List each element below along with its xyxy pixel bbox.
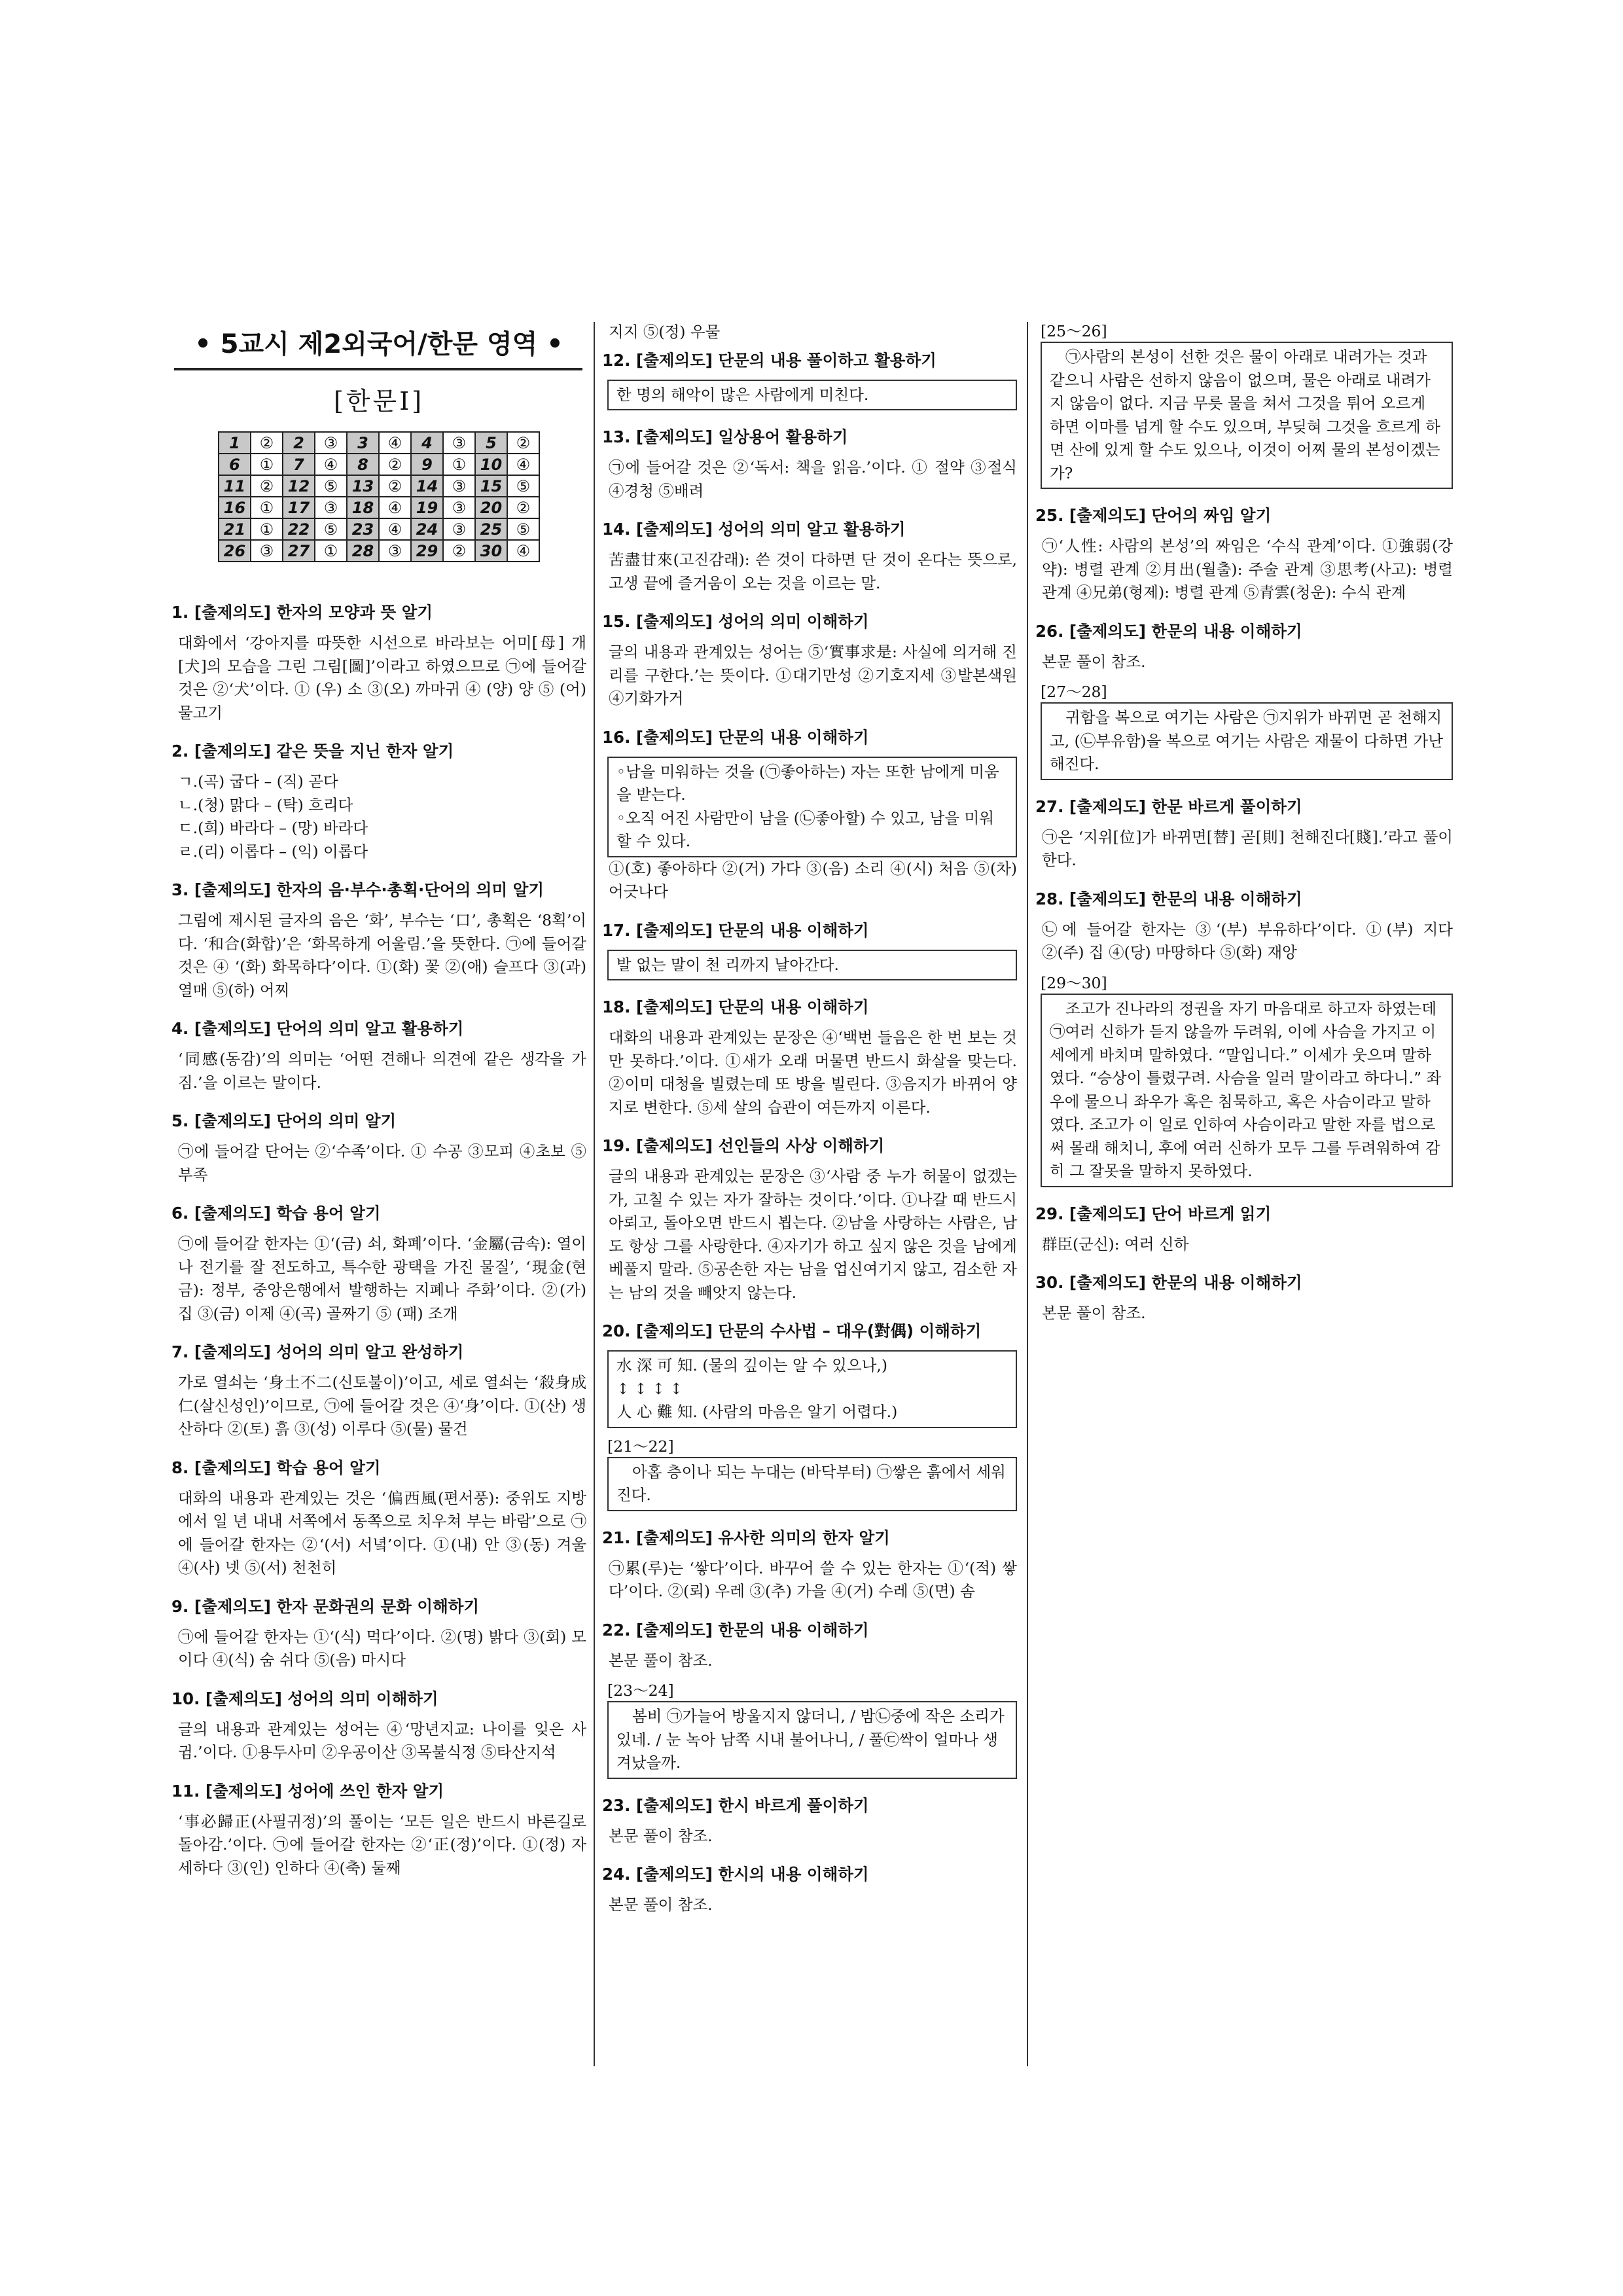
question-17 bbox=[602, 921, 1017, 981]
question-number-cell: 3 bbox=[347, 432, 379, 454]
question-30 bbox=[1035, 1273, 1453, 1325]
column-3 bbox=[1035, 321, 1453, 1325]
list-item: ㄹ.(리) 이롭다 – (익) 이롭다 bbox=[178, 842, 368, 861]
question-24 bbox=[602, 1865, 1017, 1917]
question-heading: 26. [출제의도] 한문의 내용 이해하기 bbox=[1035, 621, 1302, 641]
question-16 bbox=[602, 728, 1017, 904]
passage-line: ◦남을 미워하는 것을 (㉠좋아하는) 자는 또한 남에게 미움을 받는다. bbox=[616, 762, 999, 804]
question-27 bbox=[1035, 797, 1453, 872]
question-explanation: 본문 풀이 참조. bbox=[1042, 1304, 1146, 1322]
answer-cell: ② bbox=[443, 540, 475, 562]
answer-cell: ② bbox=[379, 475, 411, 497]
question-heading: 11. [출제의도] 성어에 쓰인 한자 알기 bbox=[171, 1781, 444, 1801]
answer-cell: ③ bbox=[443, 432, 475, 454]
passage-range-tag: [21～22] bbox=[607, 1437, 674, 1456]
question-heading: 10. [출제의도] 성어의 의미 이해하기 bbox=[171, 1689, 438, 1708]
question-heading: 19. [출제의도] 선인들의 사상 이해하기 bbox=[602, 1136, 885, 1155]
answer-cell: ④ bbox=[379, 497, 411, 518]
question-number-cell: 4 bbox=[411, 432, 443, 454]
question-10 bbox=[171, 1689, 586, 1765]
question-heading: 23. [출제의도] 한시 바르게 풀이하기 bbox=[602, 1795, 869, 1815]
question-number-cell: 13 bbox=[347, 475, 379, 497]
answer-cell: ② bbox=[379, 454, 411, 475]
question-25 bbox=[1035, 506, 1453, 605]
question-28 bbox=[1035, 889, 1453, 965]
question-23 bbox=[602, 1796, 1017, 1848]
answer-cell: ② bbox=[251, 475, 283, 497]
question-number-cell: 21 bbox=[219, 518, 251, 540]
question-explanation: ‘事必歸正(사필귀정)’의 풀이는 ‘모든 일은 반드시 바른길로 돌아감.’이다. ㉠에 들어갈 한자는 ②‘正(정)’이다. ①(정) 자세하다 ③(인) 인하다 ④(축) 둘째 bbox=[178, 1812, 586, 1877]
answer-cell: ⑤ bbox=[315, 475, 347, 497]
question-heading: 4. [출제의도] 단어의 의미 알고 활용하기 bbox=[171, 1019, 464, 1038]
question-29 bbox=[1035, 1204, 1453, 1257]
passage-range-tag: [27～28] bbox=[1041, 683, 1107, 701]
column-1 bbox=[171, 321, 586, 1880]
passage-box: ㉠사람의 본성이 선한 것은 물이 아래로 내려가는 것과 같으니 사람은 선하지 않음이 없으며, 물은 아래로 내려가지 않음이 없다. 지금 무릇 물을 쳐서 그것을 튀어 오르게 하면 이마를 넘게 할 수도 있으며, 부딪혀 그것을 흐르게 하면 산에 있게 할 수도 있으나, 이것이 어찌 물의 본성이겠는가? bbox=[1041, 342, 1453, 489]
question-15 bbox=[602, 612, 1017, 711]
question-heading: 29. [출제의도] 단어 바르게 읽기 bbox=[1035, 1204, 1272, 1223]
answer-cell: ④ bbox=[507, 540, 539, 562]
question-explanation: 苦盡甘來(고진감래): 쓴 것이 다하면 단 것이 온다는 뜻으로, 고생 끝에 즐거움이 오는 것을 이르는 말. bbox=[609, 550, 1017, 592]
answer-cell: ⑤ bbox=[315, 518, 347, 540]
answer-cell: ③ bbox=[315, 497, 347, 518]
question-number-cell: 30 bbox=[475, 540, 507, 562]
answer-cell: ④ bbox=[379, 432, 411, 454]
question-explanation: 글의 내용과 관계있는 성어는 ④‘망년지교: 나이를 잊은 사귐.’이다. ①용두사미 ②우공이산 ③목불식정 ⑤타산지석 bbox=[178, 1719, 586, 1761]
question-heading: 13. [출제의도] 일상용어 활용하기 bbox=[602, 427, 848, 446]
answer-cell: ③ bbox=[443, 475, 475, 497]
question-number-cell: 28 bbox=[347, 540, 379, 562]
question-number-cell: 1 bbox=[219, 432, 251, 454]
question-2 bbox=[171, 742, 586, 863]
question-explanation: 글의 내용과 관계있는 문장은 ③‘사람 중 누가 허물이 없겠는가, 고칠 수 있는 자가 잘하는 것이다.’이다. ①나갈 때 반드시 아뢰고, 돌아오면 반드시 뵙는다. ②남을 사랑하는 사람은, 남도 항상 그를 사랑한다. ④자기가 하고 싶지 않은 것을 남에게 베풀지 말라. ⑤공손한 자는 남을 업신여기지 않고, 검소한 자는 남의 것을 빼앗지 않는다. bbox=[609, 1167, 1017, 1302]
question-number-cell: 11 bbox=[219, 475, 251, 497]
answer-cell: ① bbox=[443, 454, 475, 475]
passage-box: 발 없는 말이 천 리까지 날아간다. bbox=[607, 950, 1017, 981]
question-number-cell: 25 bbox=[475, 518, 507, 540]
pairing-arrows: ↕ ↕ ↕ ↕ bbox=[616, 1379, 683, 1398]
passage-box: 봄비 ㉠가늘어 방울지지 않더니, / 밤㉡중에 작은 소리가 있네. / 눈 녹아 남쪽 시내 불어나니, / 풀㉢싹이 얼마나 생겨났을까. bbox=[607, 1701, 1017, 1779]
question-explanation: 본문 풀이 참조. bbox=[1042, 652, 1146, 671]
answer-key-row bbox=[219, 475, 539, 497]
question-heading: 20. [출제의도] 단문의 수사법 – 대우(對偶) 이해하기 bbox=[602, 1321, 982, 1340]
question-8 bbox=[171, 1458, 586, 1580]
answer-cell: ② bbox=[251, 432, 283, 454]
answer-cell: ④ bbox=[315, 454, 347, 475]
question-explanation: ‘同感(동감)’의 의미는 ‘어떤 견해나 의견에 같은 생각을 가짐.’을 이르는 말이다. bbox=[178, 1050, 586, 1092]
passage-range-tag: [25～26] bbox=[1041, 322, 1107, 340]
column-divider-1 bbox=[594, 322, 595, 2066]
continued-text: 지지 ⑤(정) 우물 bbox=[609, 323, 721, 341]
question-explanation: ㉠에 들어갈 단어는 ②‘수족’이다. ① 수공 ③모피 ④초보 ⑤부족 bbox=[178, 1142, 586, 1184]
question-explanation: ㉠에 들어갈 한자는 ①‘(식) 먹다’이다. ②(명) 밝다 ③(회) 모이다 ④(식) 숨 쉬다 ⑤(음) 마시다 bbox=[178, 1627, 586, 1669]
passage-range-tag: [29～30] bbox=[1041, 973, 1107, 992]
list-item: ㄴ.(청) 맑다 – (탁) 흐리다 bbox=[178, 795, 353, 814]
question-explanation: 대화의 내용과 관계있는 문장은 ④‘백번 들음은 한 번 보는 것만 못하다.’이다. ①새가 오래 머물면 반드시 화살을 맞는다. ②이미 대청을 빌렸는데 또 방을 빌린다. ③음지가 바뀌어 양지로 변한다. ⑤세 살의 습관이 여든까지 이른다. bbox=[609, 1028, 1017, 1117]
column-2 bbox=[602, 321, 1017, 1917]
page-title: • 5교시 제2외국어/한문 영역 • bbox=[194, 329, 563, 359]
question-explanation: 가로 열쇠는 ‘身土不二(신토불이)’이고, 세로 열쇠는 ‘殺身成仁(살신성인)’이므로, ㉠에 들어갈 것은 ④‘身’이다. ①(산) 생산하다 ②(토) 흙 ③(성) 이루다 ⑤(물) 물건 bbox=[178, 1373, 586, 1438]
question-number-cell: 24 bbox=[411, 518, 443, 540]
question-heading: 2. [출제의도] 같은 뜻을 지닌 한자 알기 bbox=[171, 742, 454, 761]
question-explanation: 본문 풀이 참조. bbox=[609, 1826, 713, 1845]
answer-cell: ⑤ bbox=[507, 518, 539, 540]
list-item: ㄷ.(희) 바라다 – (망) 바라다 bbox=[178, 819, 368, 837]
answer-cell: ① bbox=[251, 518, 283, 540]
question-number-cell: 22 bbox=[283, 518, 315, 540]
question-heading: 3. [출제의도] 한자의 음·부수·총획·단어의 의미 알기 bbox=[171, 880, 544, 899]
question-6 bbox=[171, 1204, 586, 1325]
question-22 bbox=[602, 1621, 1017, 1673]
answer-cell: ② bbox=[507, 432, 539, 454]
question-12 bbox=[602, 351, 1017, 411]
question-1 bbox=[171, 603, 586, 725]
passage-line: 人 心 難 知. (사람의 마음은 알기 어렵다.) bbox=[616, 1403, 898, 1421]
question-heading: 17. [출제의도] 단문의 내용 이해하기 bbox=[602, 920, 869, 940]
answer-key-row bbox=[219, 497, 539, 518]
question-number-cell: 18 bbox=[347, 497, 379, 518]
question-heading: 30. [출제의도] 한문의 내용 이해하기 bbox=[1035, 1273, 1302, 1292]
question-number-cell: 14 bbox=[411, 475, 443, 497]
question-number-cell: 8 bbox=[347, 454, 379, 475]
answer-cell: ① bbox=[251, 497, 283, 518]
answer-cell: ③ bbox=[251, 540, 283, 562]
question-13 bbox=[602, 427, 1017, 503]
question-26 bbox=[1035, 622, 1453, 674]
question-14 bbox=[602, 520, 1017, 595]
subject-subtitle: [한문Ⅰ] bbox=[333, 387, 425, 416]
question-explanation: ㉠에 들어갈 것은 ②‘독서: 책을 읽음.’이다. ① 절약 ③절식 ④경청 ⑤배려 bbox=[609, 458, 1017, 500]
question-21 bbox=[602, 1528, 1017, 1604]
question-heading: 5. [출제의도] 단어의 의미 알기 bbox=[171, 1111, 397, 1130]
question-number-cell: 19 bbox=[411, 497, 443, 518]
answer-cell: ⑤ bbox=[507, 475, 539, 497]
question-explanation: ㉠累(루)는 ‘쌓다’이다. 바꾸어 쓸 수 있는 한자는 ①‘(적) 쌓다’이다. ②(뢰) 우레 ③(추) 가을 ④(거) 수레 ⑤(면) 솜 bbox=[609, 1558, 1017, 1600]
question-20 bbox=[602, 1321, 1017, 1428]
question-number-cell: 23 bbox=[347, 518, 379, 540]
passage-box bbox=[607, 757, 1017, 857]
question-11 bbox=[171, 1782, 586, 1880]
question-explanation: 대화에서 ‘강아지를 따뜻한 시선으로 바라보는 어미[母] 개[犬]의 모습을 그린 그림[圖]’이라고 하였으므로 ㉠에 들어갈 것은 ②‘犬’이다. ① (우) 소 ③(오) 까마귀 ④ (양) 양 ⑤ (어) 물고기 bbox=[178, 634, 586, 722]
question-18 bbox=[602, 997, 1017, 1119]
answer-cell: ③ bbox=[315, 432, 347, 454]
question-number-cell: 29 bbox=[411, 540, 443, 562]
question-explanation: 群臣(군신): 여러 신하 bbox=[1042, 1234, 1189, 1253]
passage-box: 한 명의 해악이 많은 사람에게 미친다. bbox=[607, 380, 1017, 411]
question-number-cell: 7 bbox=[283, 454, 315, 475]
question-number-cell: 2 bbox=[283, 432, 315, 454]
question-number-cell: 26 bbox=[219, 540, 251, 562]
question-heading: 28. [출제의도] 한문의 내용 이해하기 bbox=[1035, 889, 1302, 908]
question-explanation: ㉠에 들어갈 한자는 ①‘(금) 쇠, 화폐’이다. ‘金屬(금속): 열이나 전기를 잘 전도하고, 특수한 광택을 가진 물질’, ‘現金(현금): 정부, 중앙은행에서 발행하는 지폐나 주화’이다. ②(가) 집 ③(금) 이제 ④(곡) 골짜기 ⑤ (패) 조개 bbox=[178, 1234, 586, 1323]
question-heading: 16. [출제의도] 단문의 내용 이해하기 bbox=[602, 727, 869, 747]
question-4 bbox=[171, 1019, 586, 1094]
answer-cell: ③ bbox=[443, 518, 475, 540]
question-number-cell: 5 bbox=[475, 432, 507, 454]
question-heading: 8. [출제의도] 학습 용어 알기 bbox=[171, 1458, 381, 1477]
answer-key-row bbox=[219, 518, 539, 540]
answer-cell: ① bbox=[251, 454, 283, 475]
question-number-cell: 9 bbox=[411, 454, 443, 475]
column-divider-2 bbox=[1027, 322, 1028, 2066]
passage-line: ◦오직 어진 사람만이 남을 (㉡좋아할) 수 있고, 남을 미워할 수 있다. bbox=[616, 808, 994, 850]
passage-line: 水 深 可 知. (물의 깊이는 알 수 있으나,) bbox=[616, 1356, 888, 1374]
question-heading: 24. [출제의도] 한시의 내용 이해하기 bbox=[602, 1865, 869, 1884]
answer-cell: ③ bbox=[379, 540, 411, 562]
question-explanation: 대화의 내용과 관계있는 것은 ‘偏西風(편서풍): 중위도 지방에서 일 년 내내 서쪽에서 동쪽으로 치우쳐 부는 바람’으로 ㉠에 들어갈 한자는 ②‘(서) 서녘’이다. ①(내) 안 ③(동) 겨울 ④(사) 넷 ⑤(서) 천천히 bbox=[178, 1488, 586, 1577]
question-heading: 1. [출제의도] 한자의 모양과 뜻 알기 bbox=[171, 603, 433, 622]
passage-box: 아홉 층이나 되는 누대는 (바닥부터) ㉠쌓은 흙에서 세워진다. bbox=[607, 1457, 1017, 1511]
answer-cell: ④ bbox=[379, 518, 411, 540]
question-19 bbox=[602, 1136, 1017, 1304]
question-heading: 18. [출제의도] 단문의 내용 이해하기 bbox=[602, 997, 869, 1016]
answer-cell: ④ bbox=[507, 454, 539, 475]
question-7 bbox=[171, 1342, 586, 1441]
question-heading: 21. [출제의도] 유사한 의미의 한자 알기 bbox=[602, 1528, 890, 1547]
question-9 bbox=[171, 1597, 586, 1672]
question-explanation: 본문 풀이 참조. bbox=[609, 1651, 713, 1670]
question-heading: 15. [출제의도] 성어의 의미 이해하기 bbox=[602, 612, 869, 631]
question-number-cell: 12 bbox=[283, 475, 315, 497]
passage-box bbox=[607, 1350, 1017, 1428]
question-5 bbox=[171, 1111, 586, 1187]
passage-box: 귀함을 복으로 여기는 사람은 ㉠지위가 바뀌면 곧 천해지고, (㉡부유함)을 복으로 여기는 사람은 재물이 다하면 가난해진다. bbox=[1041, 702, 1453, 780]
question-number-cell: 16 bbox=[219, 497, 251, 518]
list-item: ㄱ.(곡) 굽다 – (직) 곧다 bbox=[178, 772, 338, 791]
answer-key-table bbox=[218, 431, 540, 562]
passage-range-tag: [23～24] bbox=[607, 1681, 674, 1700]
question-number-cell: 10 bbox=[475, 454, 507, 475]
question-number-cell: 6 bbox=[219, 454, 251, 475]
question-number-cell: 17 bbox=[283, 497, 315, 518]
question-heading: 12. [출제의도] 단문의 내용 풀이하고 활용하기 bbox=[602, 350, 936, 370]
question-number-cell: 15 bbox=[475, 475, 507, 497]
section-title-block bbox=[171, 321, 586, 376]
question-explanation: 본문 풀이 참조. bbox=[609, 1895, 713, 1914]
passage-box: 조고가 진나라의 정권을 자기 마음대로 하고자 하였는데 ㉠여러 신하가 듣지 않을까 두려워, 이에 사슴을 가지고 이세에게 바치며 말하였다. “말입니다.” 이세가 웃으며 말하였다. “승상이 틀렸구려. 사슴을 일러 말이라고 하다니.” 좌우에 물으니 좌우가 혹은 침묵하고, 혹은 사슴이라고 말하였다. 조고가 이 일로 인하여 사슴이라고 말한 자를 법으로써 몰래 해치니, 후에 여러 신하가 모두 그를 두려워하여 감히 그 잘못을 말하지 못하였다. bbox=[1041, 994, 1453, 1187]
question-heading: 27. [출제의도] 한문 바르게 풀이하기 bbox=[1035, 797, 1302, 816]
question-explanation: ㉡에 들어갈 한자는 ③‘(부) 부유하다’이다. ①(부) 지다 ②(주) 집 ④(당) 마땅하다 ⑤(화) 재앙 bbox=[1042, 920, 1453, 961]
answer-cell: ③ bbox=[443, 497, 475, 518]
question-explanation: ①(호) 좋아하다 ②(거) 가다 ③(음) 소리 ④(시) 처음 ⑤(차) 어긋나다 bbox=[609, 859, 1017, 901]
question-3 bbox=[171, 880, 586, 1002]
question-heading: 7. [출제의도] 성어의 의미 알고 완성하기 bbox=[171, 1342, 464, 1361]
question-heading: 22. [출제의도] 한문의 내용 이해하기 bbox=[602, 1620, 869, 1640]
answer-key-row bbox=[219, 540, 539, 562]
question-heading: 6. [출제의도] 학습 용어 알기 bbox=[171, 1204, 381, 1223]
question-heading: 9. [출제의도] 한자 문화권의 문화 이해하기 bbox=[171, 1596, 480, 1616]
question-explanation: ㉠은 ‘지위[位]가 바뀌면[替] 곧[則] 천해진다[賤].’라고 풀이한다. bbox=[1042, 827, 1453, 869]
answer-key-row bbox=[219, 432, 539, 454]
answer-cell: ② bbox=[507, 497, 539, 518]
answer-cell: ① bbox=[315, 540, 347, 562]
question-heading: 14. [출제의도] 성어의 의미 알고 활용하기 bbox=[602, 520, 906, 539]
question-explanation: ㉠‘人性: 사람의 본성’의 짜임은 ‘수식 관계’이다. ①強弱(강약): 병렬 관계 ②月出(월출): 주술 관계 ③思考(사고): 병렬 관계 ④兄弟(형제): 병렬 관계 ⑤青雲(청운): 수식 관계 bbox=[1042, 537, 1453, 601]
answer-key-row bbox=[219, 454, 539, 475]
question-explanation: 글의 내용과 관계있는 성어는 ⑤‘實事求是: 사실에 의거해 진리를 구한다.’는 뜻이다. ①대기만성 ②기호지세 ③발본색원 ④기화가거 bbox=[609, 643, 1017, 708]
question-explanation: 그림에 제시된 글자의 음은 ‘화’, 부수는 ‘口’, 총획은 ‘8획’이다. ‘和合(화합)’은 ‘화목하게 어울림.’을 뜻한다. ㉠에 들어갈 것은 ④ ‘(화) 화목하다’이다. ①(화) 꽃 ②(애) 슬프다 ③(과) 열매 ⑤(하) 어찌 bbox=[178, 911, 586, 999]
title-underline bbox=[174, 368, 582, 370]
question-heading: 25. [출제의도] 단어의 짜임 알기 bbox=[1035, 506, 1272, 525]
question-number-cell: 27 bbox=[283, 540, 315, 562]
question-number-cell: 20 bbox=[475, 497, 507, 518]
